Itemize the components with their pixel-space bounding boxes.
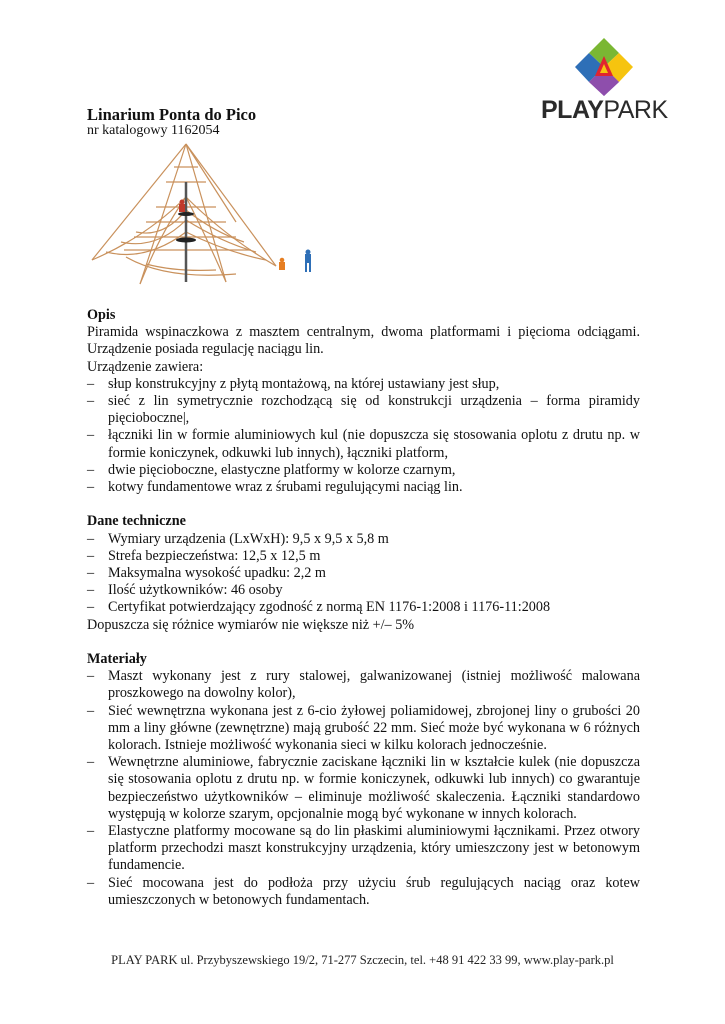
materials-heading: Materiały (87, 651, 147, 668)
list-item: – słup konstrukcyjny z płytą montażową, na której ustawiany jest słup, (87, 376, 640, 393)
tolerance-note: Dopuszcza się różnice wymiarów nie większe niż +/– 5% (87, 616, 415, 633)
list-item: – łączniki lin w formie aluminiowych kul (nie dopuszcza się stosowania oplotu z drutu np. w formie koniczynek, odkuwki lub innych), łączniki platform, (87, 427, 640, 461)
logo-wordmark: PLAYPARK (541, 96, 668, 124)
tech-list (87, 531, 640, 617)
list-item: – dwie pięcioboczne, elastyczne platformy w kolorze czarnym, (87, 462, 640, 479)
document-body (87, 307, 640, 909)
footer-address: PLAY PARK ul. Przybyszewskiego 19/2, 71-277 Szczecin, tel. +48 91 422 33 99, www.play-park.pl (111, 953, 614, 967)
playpark-logo (541, 36, 668, 126)
list-item: – Wewnętrzne aluminiowe, fabrycznie zaciskane łączniki lin w kształcie kulek (nie dopuszcza się stosowania oplotu z drutu np. w formie koniczynek, odkuwki lub innych) co gwarantuje bezpieczeństwo użytkowników – eliminuje możliwość skaleczenia. Łączniki standardowo występują w kolorze szarym, opcjonalnie mogą być wykonane w innych kolorach. (87, 754, 640, 823)
list-item: – Wymiary urządzenia (LxWxH): 9,5 x 9,5 x 5,8 m (87, 531, 640, 548)
list-item: – Sieć wewnętrzna wykonana jest z 6-cio żyłowej poliamidowej, zbrojonej liny o grubości 20 mm a liny główne (zewnętrzne) mają grubość 22 mm. Sieć może być wykonana w 6 różnych kolorach. Istnieje możliwość wykonania sieci w kilku kolorach jednocześnie. (87, 703, 640, 755)
list-item: – Maksymalna wysokość upadku: 2,2 m (87, 565, 640, 582)
list-item: – Maszt wykonany jest z rury stalowej, galwanizowanej (istniej możliwość malowana proszkowego na dowolny kolor), (87, 668, 640, 702)
list-item: – Certyfikat potwierdzający zgodność z normą EN 1176-1:2008 i 1176-11:2008 (87, 599, 640, 616)
list-item: – Ilość użytkowników: 46 osoby (87, 582, 640, 599)
opis-heading: Opis (87, 307, 116, 323)
playpark-logo-icon (573, 36, 635, 98)
product-title: Linarium Ponta do Pico (87, 105, 257, 124)
opis-paragraph: Piramida wspinaczkowa z masztem centralnym, dwoma platformami i pięcioma odciągami. Urządzenie posiada regulację naciągu lin. (87, 324, 640, 358)
materials-list (87, 668, 640, 909)
list-item: – Strefa bezpieczeństwa: 12,5 x 12,5 m (87, 548, 640, 565)
list-item: – Elastyczne platformy mocowane są do lin płaskimi aluminiowymi łącznikami. Przez otwory platform przechodzi maszt konstrukcyjny urządzenia, który umieszczony jest w betonowym fundamencie. (87, 823, 640, 875)
product-image (86, 142, 326, 302)
tech-heading: Dane techniczne (87, 513, 186, 530)
list-item: – kotwy fundamentowe wraz z śrubami regulującymi naciąg lin. (87, 479, 640, 496)
catalog-number: nr katalogowy 1162054 (87, 123, 220, 138)
list-item: – Sieć mocowana jest do podłoża przy użyciu śrub regulujących naciąg oraz kotew umieszczonych w betonowych fundamentach. (87, 875, 640, 909)
contains-label: Urządzenie zawiera: (87, 358, 204, 375)
opis-list (87, 376, 640, 496)
list-item: – sieć z lin symetrycznie rozchodzącą się od konstrukcji urządzenia – forma piramidy pięcioboczne|, (87, 393, 640, 427)
